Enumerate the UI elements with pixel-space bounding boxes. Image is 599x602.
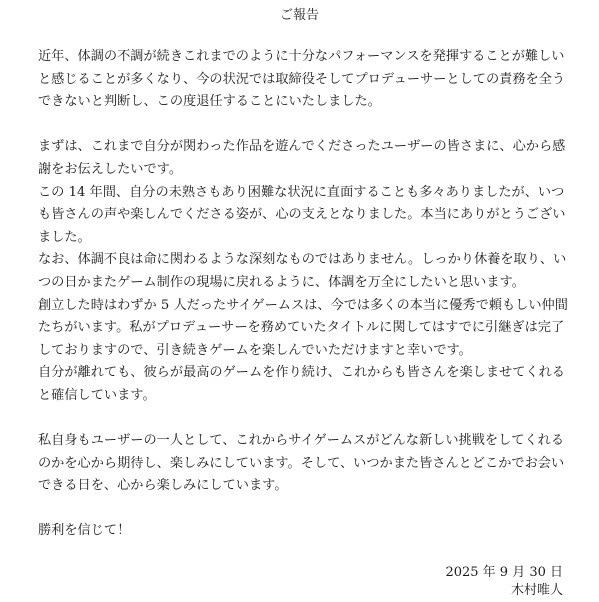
paragraph-gap (38, 408, 568, 431)
body-line: のかを心から期待し、楽しみにしています。そして、いつかまた皆さんとどこかでお会い (38, 455, 565, 471)
body-line: ました。 (38, 229, 91, 245)
body-line: なお、体調不良は命に関わるような深刻なものではありません。しっかり休養を取り、い (38, 252, 567, 268)
body-line: まずは、これまで自分が関わった作品を遊んでくださったユーザーの皆さまに、心から感 (38, 139, 566, 155)
body-line: この 14 年間、自分の未熟さもあり困難な状況に直面することも多々ありましたが、いつ (38, 184, 565, 200)
body-line: 私自身もユーザーの一人として、これからサイゲームスがどんな新しい挑戦をしてくれる (38, 433, 565, 449)
body-line: 勝利を信じて！ (38, 523, 131, 539)
body-line: できる日を、心から楽しみにしています。 (38, 478, 288, 494)
body-line: も皆さんの声や楽しんでくださる姿が、心の支えとなりました。本当にありがとうござい (38, 207, 566, 223)
body-line: 自分が離れても、彼らが最高のゲームを作り続け、これからも皆さんを楽しませてくれる (38, 365, 565, 381)
body-line: 謝をお伝えしたいです。 (38, 161, 183, 177)
paragraph-gap (38, 498, 568, 521)
body-line: 創立した時はわずか 5 人だったサイゲームスは、今では多くの本当に優秀で頼もしい仲間 (38, 297, 568, 313)
body-line: と感じることが多くなり、今の状況では取締役そしてプロデューサーとしての責務を全う (38, 71, 566, 87)
letter-date: 2025 年 9 月 30 日 (445, 565, 563, 580)
body-line: しておりますので、引き続きゲームを楽しんでいただけますと幸いです。 (38, 342, 472, 358)
body-line: できないと判断し、この度退任することにいたしました。 (38, 94, 381, 110)
body-line: つの日かまたゲーム制作の現場に戻れるように、体調を万全にしたいと思います。 (38, 274, 525, 290)
page-title: ご報告 (279, 8, 319, 23)
body-line: 近年、体調の不調が続きこれまでのように十分なパフォーマンスを発揮することが難しい (38, 49, 565, 64)
letter-body (38, 46, 568, 543)
body-line: たちがいます。私がプロデューサーを務めていたタイトルに関してはすでに引継ぎは完了 (38, 320, 565, 336)
body-line: と確信しています。 (38, 387, 156, 403)
letter-signature: 木村唯人 (510, 583, 563, 598)
paragraph-gap (38, 114, 568, 137)
